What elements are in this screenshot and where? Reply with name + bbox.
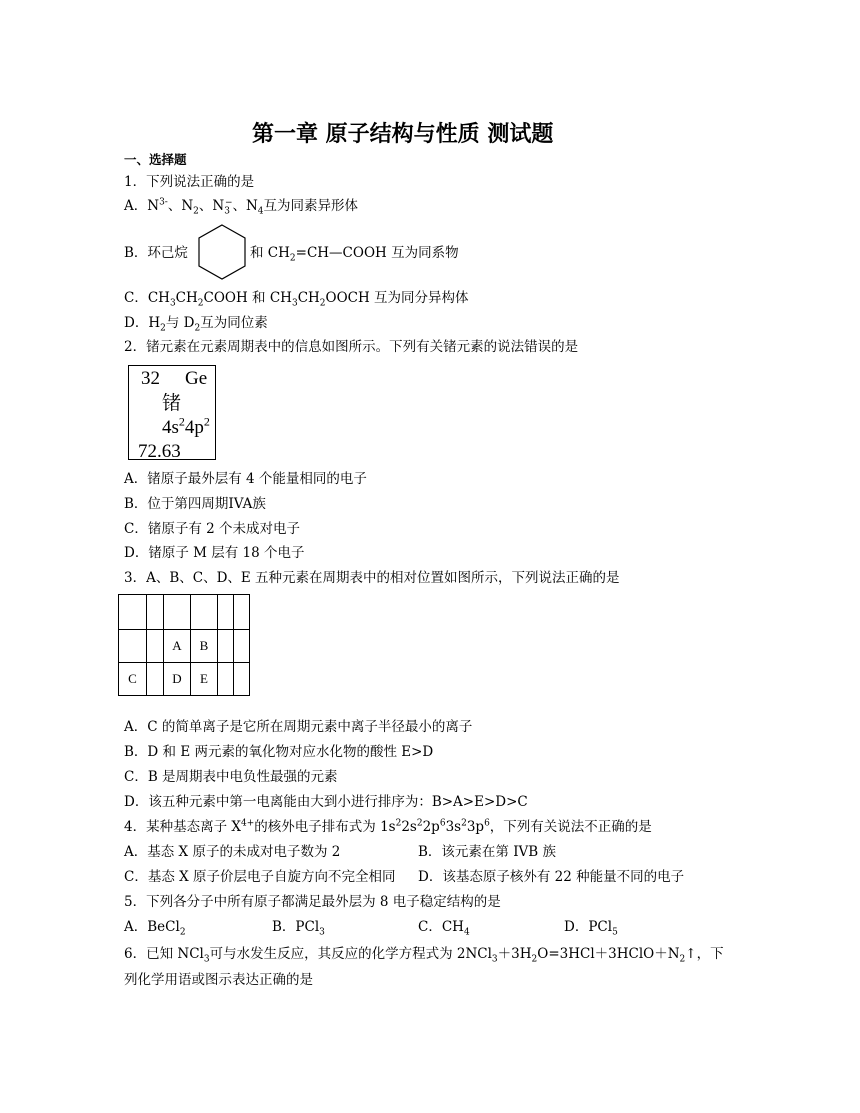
q2-option-c: C．锗原子有 2 个未成对电子 xyxy=(124,521,301,537)
cell-e: E xyxy=(191,663,218,696)
q4-option-d: D．该基态原子核外有 22 种能量不同的电子 xyxy=(418,869,685,885)
q2-option-d: D．锗原子 M 层有 18 个电子 xyxy=(124,545,305,561)
cell-b: B xyxy=(191,630,218,663)
q1-option-c: C．$CH_3CH_2COOH$ 和 $CH_3CH_2OOCH$ 互为同分异构体 xyxy=(124,290,469,309)
atomic-number: 32 xyxy=(141,368,160,389)
q2-option-a: A．锗原子最外层有 4 个能量相同的电子 xyxy=(124,471,367,487)
cell-d: D xyxy=(164,663,191,696)
q3-option-b: B．D 和 E 两元素的氧化物对应水化物的酸性 E>D xyxy=(124,744,434,760)
periodic-position-table xyxy=(118,594,250,696)
germanium-element-card xyxy=(128,365,216,460)
q5-option-b: B．PCl$_3$ xyxy=(272,919,325,938)
page-title: 第一章 原子结构与性质 测试题 xyxy=(252,122,554,147)
q2-stem: 2．锗元素在元素周期表中的信息如图所示。下列有关锗元素的说法错误的是 xyxy=(124,339,579,355)
cyclohexane-structure-icon xyxy=(196,223,248,281)
q5-option-c: C．$CH_4$ xyxy=(418,919,470,938)
q1-option-b-text: 和 $CH_2=CH—COOH$ 互为同系物 xyxy=(250,245,459,264)
q4-option-c: C．基态 X 原子价层电子自旋方向不完全相同 xyxy=(124,869,396,885)
cell-c: C xyxy=(119,663,147,696)
q1-option-a: A．$N^{3-}$、$N_2$、$N_3^-$、$N_4$互为同素异形体 xyxy=(124,197,359,217)
section-heading: 一、选择题 xyxy=(124,152,187,167)
q2-option-b: B．位于第四周期IVA族 xyxy=(124,496,266,512)
q6-stem-line1: 6．已知 NCl$_3$可与水发生反应，其反应的化学方程式为 $2NCl_3+3H_2O=3HCl+3HClO+N_2↑$，下 xyxy=(124,946,724,965)
q6-stem-line2: 列化学用语或图示表达正确的是 xyxy=(124,972,313,988)
cell-a: A xyxy=(164,630,191,663)
q5-option-a: A．BeCl$_2$ xyxy=(124,919,186,938)
q3-option-d: D．该五种元素中第一电离能由大到小进行排序为：B>A>E>D>C xyxy=(124,794,528,810)
q4-stem: 4．某种基态离子 $X^{4+}$的核外电子排布式为 $1s^22s^22p^63s^23p^6$，下列有关说法不正确的是 xyxy=(124,818,652,835)
q5-option-d: D．PCl$_5$ xyxy=(564,919,618,938)
q3-option-c: C．B 是周期表中电负性最强的元素 xyxy=(124,769,338,785)
electron-config: $4s^24p^2$ xyxy=(162,414,210,438)
q4-option-b: B．该元素在第 IVB 族 xyxy=(418,844,557,860)
q5-stem: 5．下列各分子中所有原子都满足最外层为 8 电子稳定结构的是 xyxy=(124,894,501,910)
q4-option-a: A．基态 X 原子的未成对电子数为 2 xyxy=(124,844,341,860)
q3-option-a: A．C 的简单离子是它所在周期元素中离子半径最小的离子 xyxy=(124,719,473,735)
element-symbol: Ge xyxy=(185,368,208,389)
q1-option-d: D．$H_2$与 $D_2$互为同位素 xyxy=(124,315,268,334)
element-name: 锗 xyxy=(162,392,182,414)
q1-option-b: B．环己烷 xyxy=(124,245,188,261)
q3-stem: 3．A、B、C、D、E 五种元素在周期表中的相对位置如图所示，下列说法正确的是 xyxy=(124,570,620,586)
atomic-mass: 72.63 xyxy=(138,441,181,462)
q1-stem: 1．下列说法正确的是 xyxy=(124,174,255,190)
